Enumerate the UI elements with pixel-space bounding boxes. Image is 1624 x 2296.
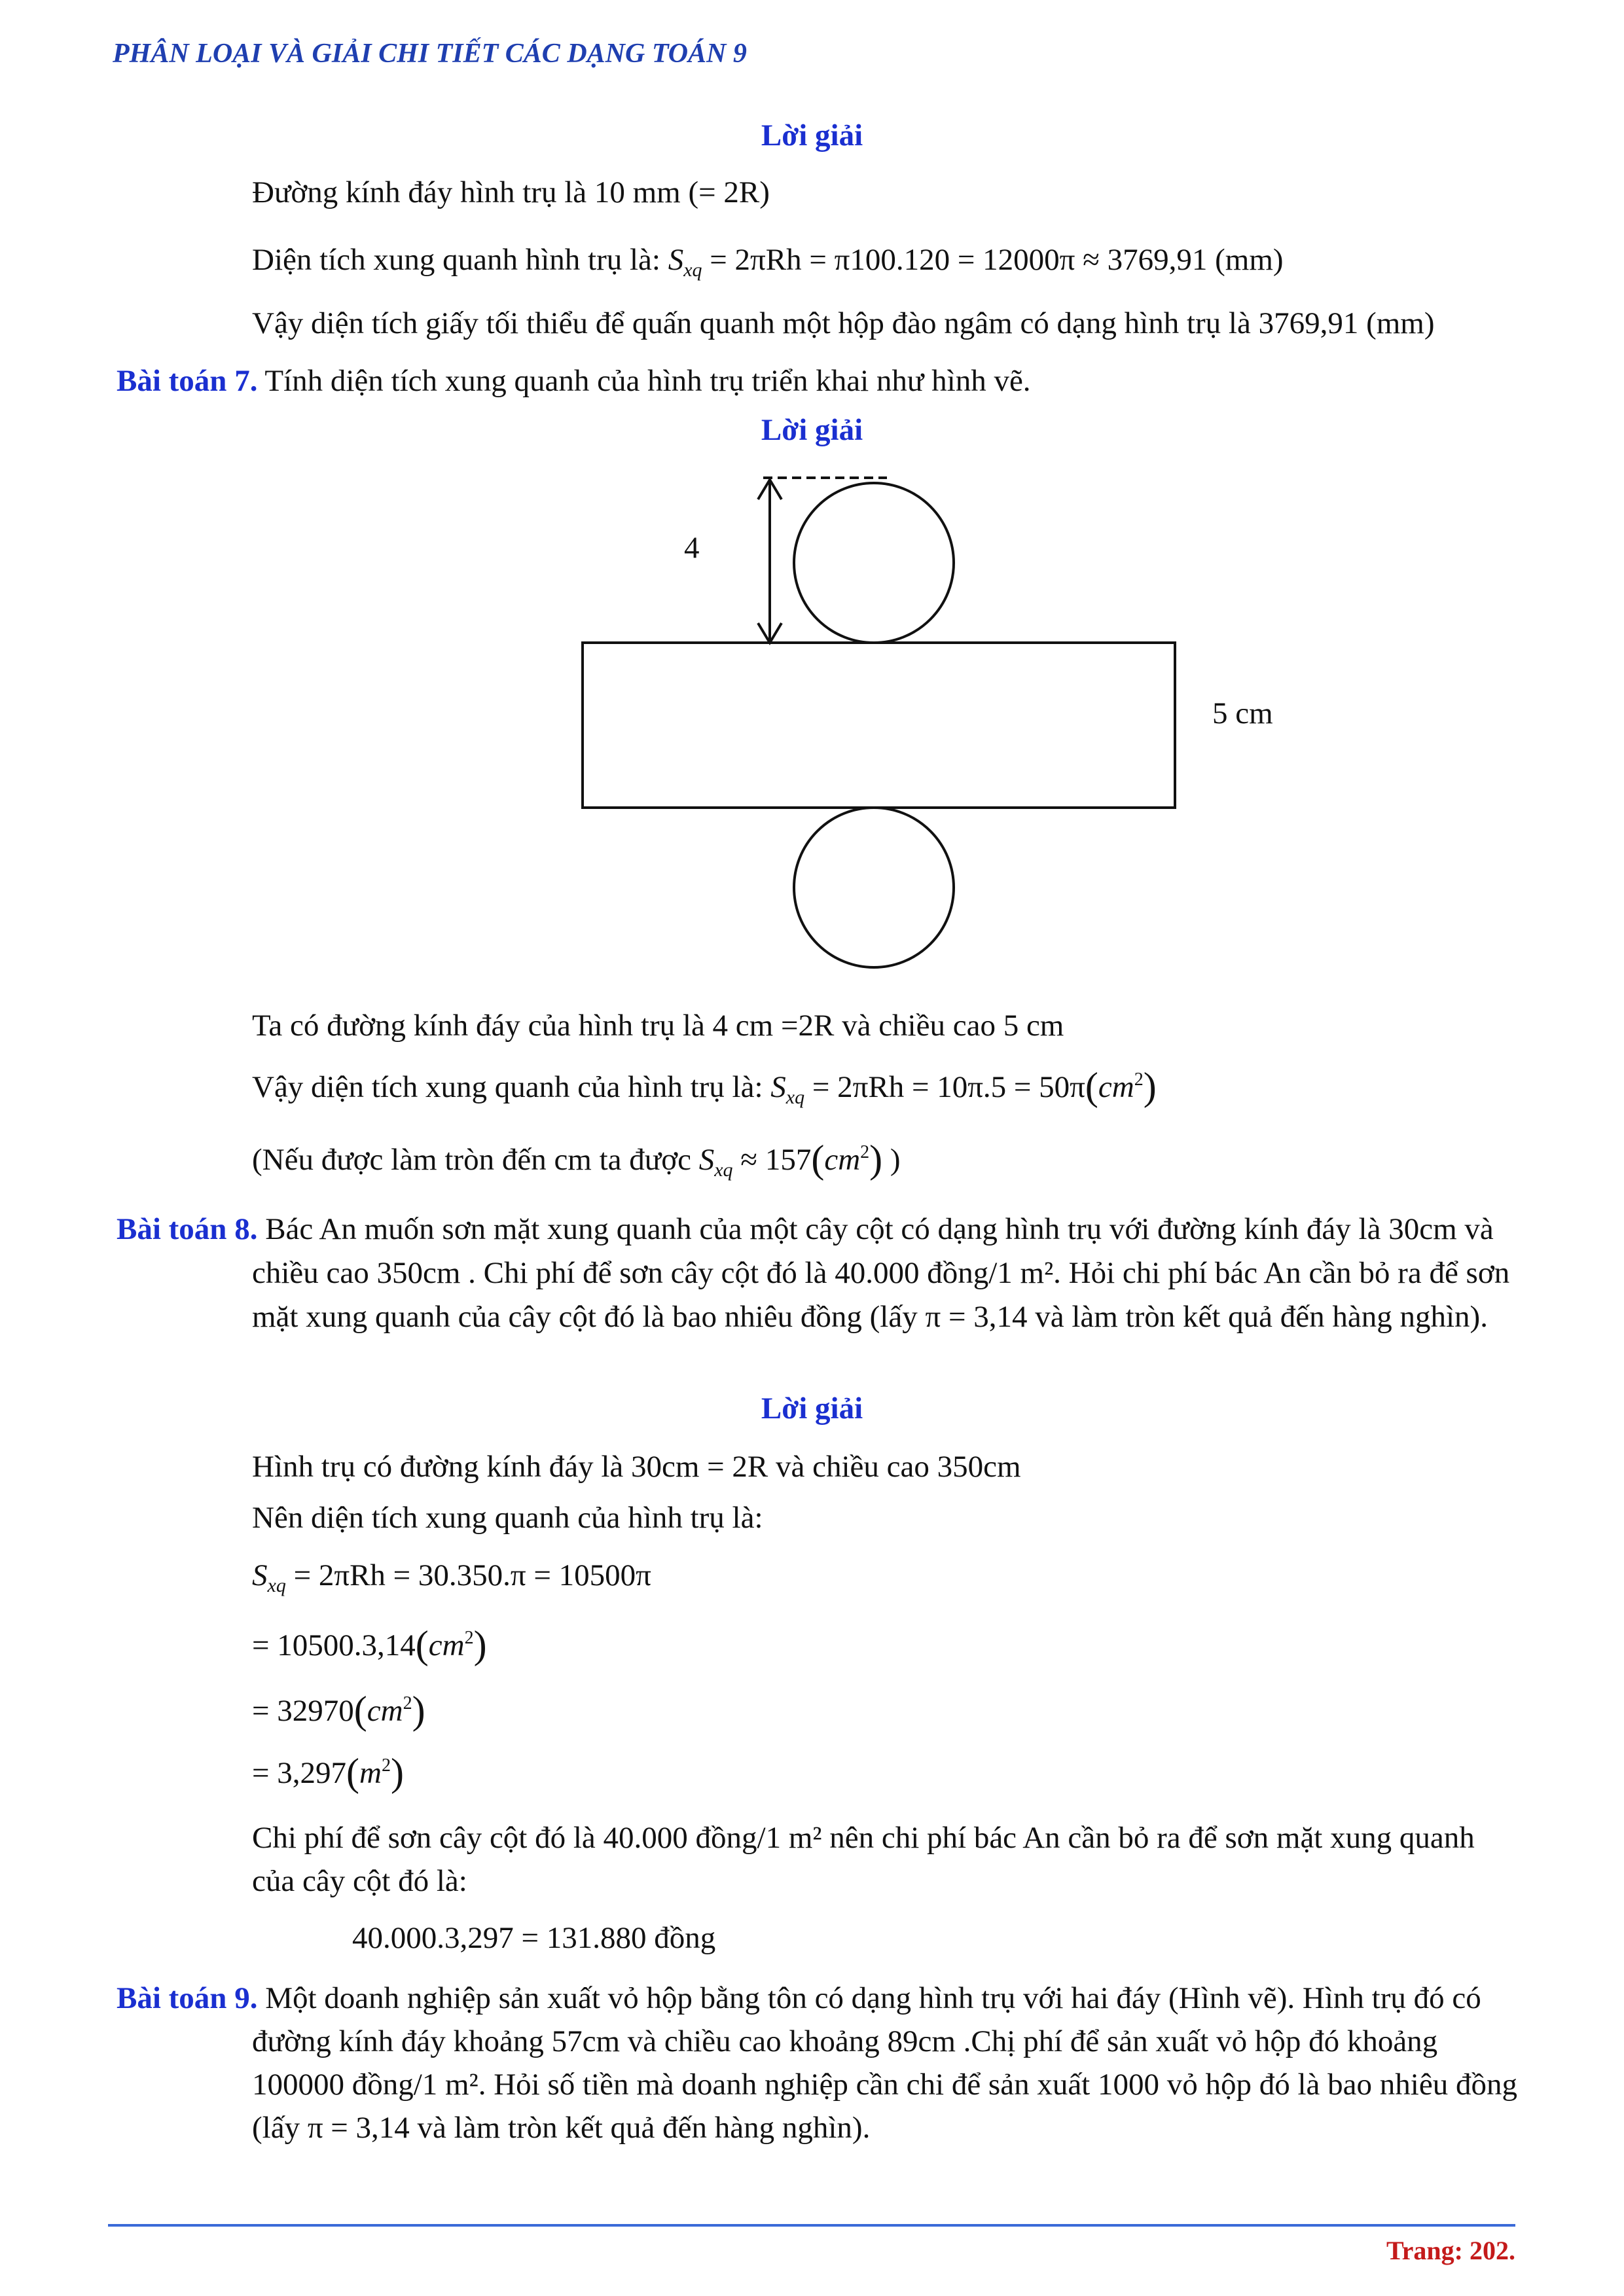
p8-line1: Hình trụ có đường kính đáy là 30cm = 2R và chiều cao 350cm: [252, 1450, 1021, 1484]
p8-line2: Nên diện tích xung quanh của hình trụ là:: [252, 1501, 763, 1535]
p8-line7: Chi phí để sơn cây cột đó là 40.000 đồng/1 m² nên chi phí bác An cần bỏ ra để sơn mặt xung quanh của cây cột đó là:: [252, 1821, 1475, 1898]
solution-heading-7: Lời giải: [761, 413, 863, 447]
page-header: PHÂN LOẠI VÀ GIẢI CHI TIẾT CÁC DẠNG TOÁN 9: [113, 39, 747, 69]
solution-heading: Lời giải: [761, 118, 863, 152]
problem-9: Bài toán 9. Một doanh nghiệp sản xuất vỏ hộp bằng tôn có dạng hình trụ với hai đáy (Hình vẽ). Hình trụ đó có đường kính đáy khoảng 57cm và chiều cao khoảng 89cm .Chị phí để sản xuất vỏ hộp đó khoảng 100000 đồng/1 m². Hỏi số tiền mà doanh nghiệp cần chi để sản xuất 1000 vỏ hộp đó là bao nhiêu đồng (lấy π = 3,14 và làm tròn kết quả đến hàng nghìn).: [117, 1981, 1517, 2145]
label-diameter: 4: [684, 531, 700, 565]
cylinder-net-figure: [576, 461, 1309, 978]
lateral-rectangle: [583, 643, 1175, 808]
top-base-circle: [794, 483, 954, 643]
page-number: Trang: 202.: [1386, 2236, 1515, 2265]
p7-line1: Ta có đường kính đáy của hình trụ là 4 cm =2R và chiều cao 5 cm: [252, 1009, 1064, 1043]
p8-line5: = $32970(cm^2)$: [252, 1689, 425, 1732]
s6-line2: Diện tích xung quanh hình trụ là: $S_{xq} = 2\pi Rh = \pi 100.120 = 12000\pi \approx 3769,91$ (mm): [252, 243, 1284, 281]
footer-divider: [108, 2224, 1515, 2227]
problem-8: Bài toán 8. Bác An muốn sơn mặt xung quanh của một cây cột có dạng hình trụ với đường kính đáy là 30cm và chiều cao 350cm . Chi phí để sơn cây cột đó là 40.000 đồng/1 m². Hỏi chi phí bác An cần bỏ ra để sơn mặt xung quanh của cây cột đó là bao nhiêu đồng (lấy π = 3,14 và làm tròn kết quả đến hàng nghìn).: [117, 1212, 1510, 1334]
solution-heading-8: Lời giải: [761, 1391, 863, 1426]
p7-line2: Vậy diện tích xung quanh của hình trụ là: $S_{xq} = 2\pi Rh = 10\pi.5 = 50\pi(cm^2)$: [252, 1065, 1157, 1108]
p8-line3: $S_{xq} = 2\pi Rh = 30.350.\pi = 10500\pi$: [252, 1558, 651, 1596]
s6-line3: Vậy diện tích giấy tối thiểu để quấn quanh một hộp đào ngâm có dạng hình trụ là 3769,91 (mm): [252, 306, 1435, 340]
label-height: 5 cm: [1212, 696, 1273, 730]
bottom-base-circle: [794, 808, 954, 967]
problem-7: Bài toán 7. Tính diện tích xung quanh của hình trụ triển khai như hình vẽ.: [117, 364, 1031, 398]
s6-line1: Đường kính đáy hình trụ là 10 mm (= 2R): [252, 175, 770, 209]
p8-line4: = $10500.3,14(cm^2)$: [252, 1623, 487, 1666]
p8-line8: 40.000.3,297 = 131.880 đồng: [352, 1921, 716, 1955]
p7-line3: (Nếu được làm tròn đến cm ta được $S_{xq} \approx 157(cm^2)$ ): [252, 1138, 901, 1181]
p8-line6: = $3,297(m^2)$: [252, 1751, 404, 1794]
